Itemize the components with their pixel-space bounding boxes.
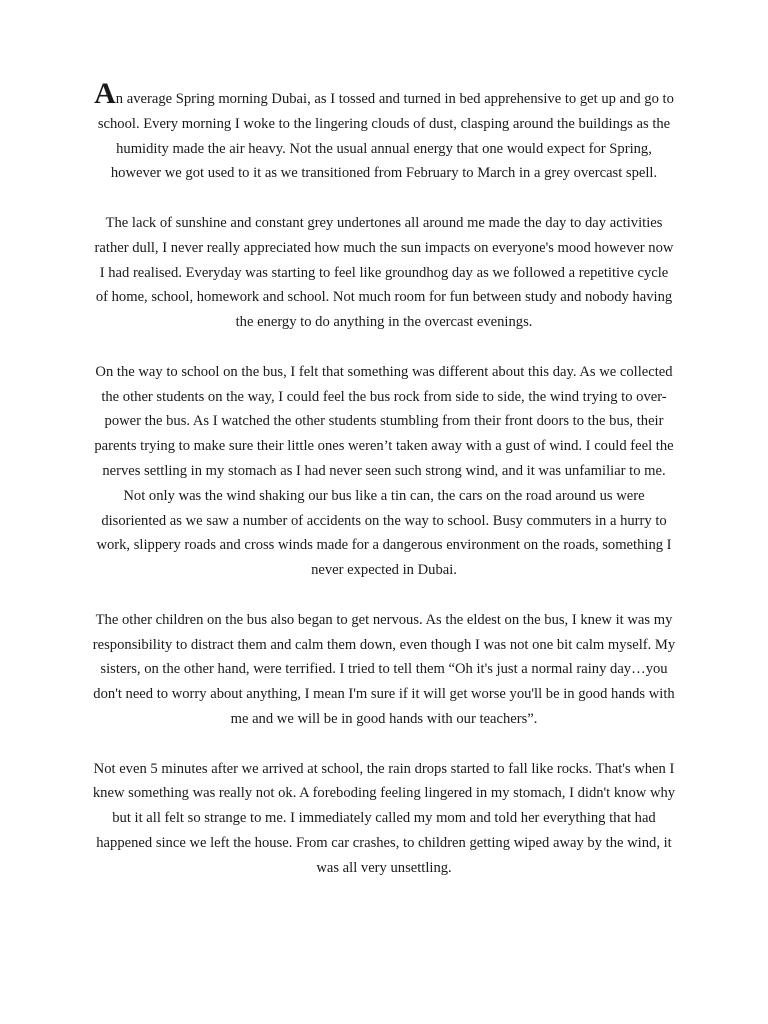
paragraph-3: On the way to school on the bus, I felt that something was different about this day. As we collected the other students on the way, I could feel the bus rock from side to side, the wind trying to over-power the bus. As I watched the other students stumbling from their front doors to the bus, their parents trying to make sure their little ones weren’t taken away with a gust of wind. I could feel the nerves settling in my stomach as I had never seen such strong wind, and it was unfamiliar to me. Not only was the wind shaking our bus like a tin can, the cars on the road around us were disoriented as we saw a number of accidents on the way to school. Busy commuters in a hurry to work, slippery roads and cross winds made for a dangerous environment on the roads, something I never expected in Dubai.	[94, 363, 674, 579]
document-page	[92, 77, 676, 905]
paragraph-1	[92, 77, 676, 186]
paragraph-2: The lack of sunshine and constant grey undertones all around me made the day to day activities rather dull, I never really appreciated how much the sun impacts on everyone's mood however now I had realised. Everyday was starting to feel like groundhog day as we followed a repetitive cycle of home, school, homework and school. Not much room for fun between study and nobody having the energy to do anything in the overcast evenings.	[94, 214, 674, 331]
drop-cap-initial: A	[94, 77, 116, 110]
paragraph-4: The other children on the bus also began to get nervous. As the eldest on the bus, I knew it was my responsibility to distract them and calm them down, even though I was not one bit calm myself. My sisters, on the other hand, were terrified. I tried to tell them “Oh it's just a normal rainy day…you don't need to worry about anything, I mean I'm sure if it will get worse you'll be in good hands with me and we will be in good hands with our teachers”.	[92, 611, 676, 727]
paragraph-1-text: n average Spring morning Dubai, as I tossed and turned in bed apprehensive to get up and go to school. Every morning I woke to the lingering clouds of dust, clasping around the buildings as the humidity made the air heavy. Not the usual annual energy that one would expect for Spring, however we got used to it as we transitioned from February to March in a grey overcast spell.	[97, 91, 674, 182]
paragraph-5: Not even 5 minutes after we arrived at school, the rain drops started to fall like rocks. That's when I knew something was really not ok. A foreboding feeling lingered in my stomach, I didn't know why but it all felt so strange to me. I immediately called my mom and told her everything that had happened since we left the house. From car crashes, to children getting wiped away by the wind, it was all very unsettling.	[92, 760, 676, 876]
